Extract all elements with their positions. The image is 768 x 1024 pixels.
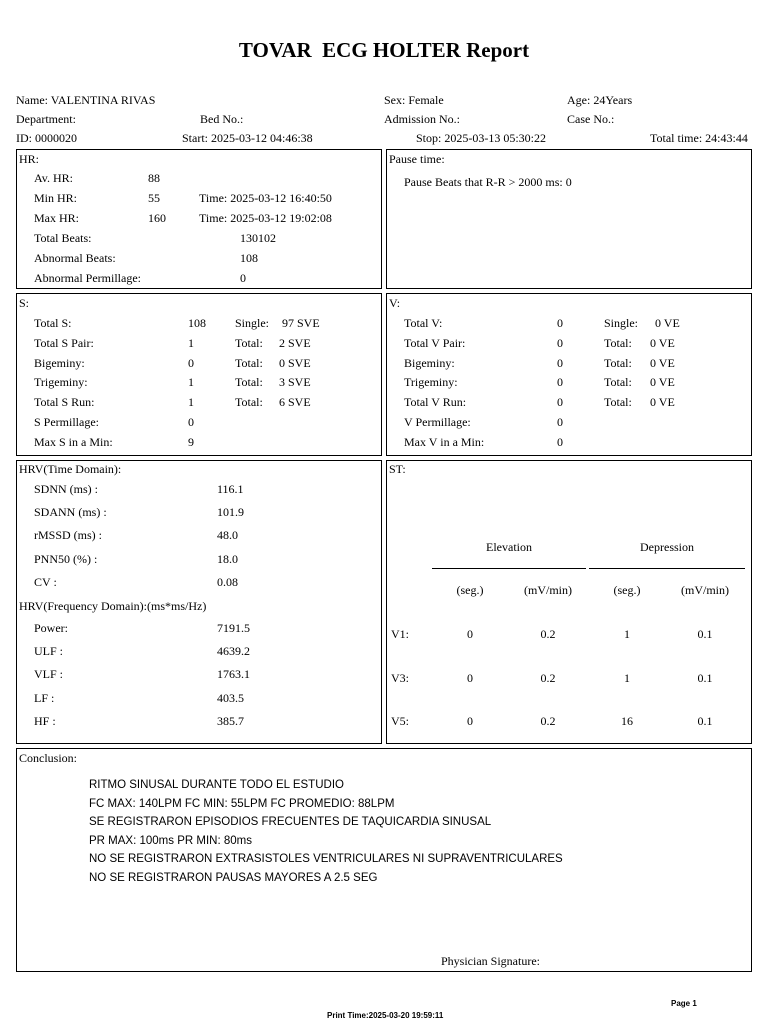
v-row-value: 0 <box>557 395 563 410</box>
max-hr-label: Max HR: <box>34 211 79 225</box>
sex-label: Sex: <box>384 93 406 107</box>
v-row-value: 0 <box>557 434 563 449</box>
s-header: S: <box>19 296 30 310</box>
st-dep-seg: 16 <box>621 714 633 728</box>
s-row-label: Total S Run: <box>34 395 95 410</box>
page-number: Page 1 <box>671 999 697 1008</box>
st-elevation-label: Elevation <box>486 540 532 554</box>
age-field <box>567 93 632 107</box>
conclusion-line: RITMO SINUSAL DURANTE TODO EL ESTUDIO <box>89 779 344 791</box>
hrv-freq-value: 1763.1 <box>217 667 250 682</box>
sex-field <box>384 93 444 107</box>
abnormal-permillage-value: 0 <box>240 271 246 285</box>
st-elev-seg-header: (seg.) <box>456 583 484 597</box>
conclusion-line: PR MAX: 100ms PR MIN: 80ms <box>89 834 252 847</box>
department-field <box>16 112 76 126</box>
st-dep-seg-header: (seg.) <box>613 583 641 597</box>
department-label: Department: <box>16 112 76 126</box>
name-label: Name: <box>16 93 48 107</box>
hrv-time-label: PNN50 (%) : <box>34 551 98 566</box>
v-row-label: Total V: <box>404 316 443 330</box>
st-lead-label: V3: <box>391 670 409 685</box>
v-row-label: V Permillage: <box>404 415 471 429</box>
hrv-time-value: 48.0 <box>217 528 238 543</box>
hrv-time-header: HRV(Time Domain): <box>19 462 122 476</box>
v-row-sub-value: 0 VE <box>650 355 675 370</box>
v-row-sub-label: Total: <box>604 355 632 370</box>
s-row-label: Trigeminy: <box>34 375 88 390</box>
st-lead-label: V5: <box>391 714 409 728</box>
v-row-sub-value: 0 VE <box>650 335 675 350</box>
s-row-label: Max S in a Min: <box>34 434 113 449</box>
patient-age: 24Years <box>593 93 633 107</box>
s-row-sub-label: Single: <box>235 316 270 330</box>
st-section <box>386 460 752 744</box>
st-depression-rule <box>589 568 745 569</box>
v-row-value: 0 <box>557 316 563 330</box>
v-row-label: Max V in a Min: <box>404 434 485 449</box>
s-row-sub-value: 2 SVE <box>279 335 311 350</box>
s-row-sub-label: Total: <box>235 395 263 410</box>
s-row-sub-value: 3 SVE <box>279 375 311 390</box>
report-title: TOVAR ECG HOLTER Report <box>238 38 530 62</box>
s-row-sub-value: 6 SVE <box>279 395 311 410</box>
v-row-value: 0 <box>557 375 563 390</box>
admission-field <box>384 112 460 126</box>
admission-label: Admission No.: <box>384 112 461 126</box>
total-beats-value: 130102 <box>240 231 276 245</box>
s-row-value: 9 <box>188 434 194 449</box>
st-dep-seg: 1 <box>624 627 630 641</box>
s-row-label: Bigeminy: <box>34 355 85 370</box>
patient-id: 0000020 <box>35 131 77 145</box>
st-elev-seg: 0 <box>467 670 473 685</box>
v-row-sub-label: Total: <box>604 335 632 350</box>
hrv-freq-label: Power: <box>34 621 68 635</box>
st-elev-mv-header: (mV/min) <box>524 583 572 597</box>
hrv-freq-value: 403.5 <box>217 690 244 705</box>
v-row-value: 0 <box>557 355 563 370</box>
patient-name: VALENTINA RIVAS <box>50 93 156 107</box>
v-row-value: 0 <box>557 415 563 429</box>
st-elevation-rule <box>432 568 586 569</box>
hrv-time-value: 18.0 <box>217 551 238 566</box>
stop-field <box>416 131 546 145</box>
s-row-value: 0 <box>188 415 194 429</box>
s-row-value: 108 <box>188 316 206 330</box>
stop-time: 2025-03-13 05:30:22 <box>444 131 547 145</box>
physician-signature-label: Physician Signature: <box>441 954 540 968</box>
print-time: Print Time:2025-03-20 19:59:11 <box>327 1011 444 1020</box>
st-dep-mv: 0.1 <box>697 627 713 641</box>
v-row-label: Trigeminy: <box>404 375 458 390</box>
s-row-sub-label: Total: <box>235 335 263 350</box>
v-row-sub-label: Total: <box>604 395 632 410</box>
st-header: ST: <box>389 462 406 476</box>
st-dep-mv-header: (mV/min) <box>681 583 729 597</box>
case-label: Case No.: <box>567 112 615 126</box>
abnormal-beats-label: Abnormal Beats: <box>34 251 116 265</box>
hrv-time-label: CV : <box>34 574 57 589</box>
hr-header: HR: <box>19 152 40 166</box>
v-row-sub-value: 0 VE <box>650 375 675 390</box>
avg-hr-value: 88 <box>148 171 160 185</box>
total-time: 24:43:44 <box>705 131 748 145</box>
avg-hr-label: Av. HR: <box>34 171 73 185</box>
hrv-freq-value: 385.7 <box>217 713 244 728</box>
v-row-label: Total V Pair: <box>404 335 466 350</box>
pause-section <box>386 149 752 289</box>
min-hr-value: 55 <box>148 191 160 205</box>
v-header: V: <box>389 296 401 310</box>
st-elev-seg: 0 <box>467 714 473 728</box>
st-dep-seg: 1 <box>624 670 630 685</box>
st-elev-mv: 0.2 <box>540 670 556 685</box>
conclusion-header: Conclusion: <box>19 751 78 765</box>
s-row-label: Total S: <box>34 316 72 330</box>
min-hr-time <box>199 191 332 205</box>
id-label: ID: <box>16 131 32 145</box>
total-time-label: Total time: <box>650 131 703 145</box>
max-hr-value: 160 <box>148 211 166 225</box>
s-row-value: 1 <box>188 395 194 410</box>
start-label: Start: <box>182 131 208 145</box>
v-row-label: Bigeminy: <box>404 355 455 370</box>
start-time: 2025-03-12 04:46:38 <box>211 131 313 145</box>
st-elev-mv: 0.2 <box>540 627 556 641</box>
hrv-freq-value: 4639.2 <box>217 644 250 659</box>
conclusion-line: SE REGISTRARON EPISODIOS FRECUENTES DE TAQUICARDIA SINUSAL <box>89 816 492 829</box>
hrv-freq-label: VLF : <box>34 667 64 682</box>
v-row-sub-label: Total: <box>604 375 632 390</box>
hrv-freq-label: HF : <box>34 713 56 728</box>
name-field <box>16 93 155 107</box>
stop-label: Stop: <box>416 131 442 145</box>
s-row-sub-label: Total: <box>235 355 263 370</box>
min-time-label: Time: <box>199 191 228 205</box>
min-time-value: 2025-03-12 16:40:50 <box>230 191 332 205</box>
abnormal-permillage-label: Abnormal Permillage: <box>34 271 141 285</box>
s-row-sub-label: Total: <box>235 375 263 390</box>
hrv-freq-value: 7191.5 <box>217 621 250 635</box>
conclusion-line: FC MAX: 140LPM FC MIN: 55LPM FC PROMEDIO: 88LPM <box>89 797 395 810</box>
s-row-label: S Permillage: <box>34 415 99 429</box>
max-time-label: Time: <box>199 211 228 225</box>
v-row-label: Total V Run: <box>404 395 467 410</box>
case-field <box>567 112 614 126</box>
st-elev-mv: 0.2 <box>540 714 556 728</box>
pause-text: Pause Beats that R-R > 2000 ms: 0 <box>404 175 572 189</box>
hrv-freq-header: HRV(Frequency Domain):(ms*ms/Hz) <box>19 599 207 613</box>
hrv-time-label: SDNN (ms) : <box>34 482 99 496</box>
total-beats-label: Total Beats: <box>34 231 92 245</box>
hrv-freq-label: ULF : <box>34 644 64 659</box>
st-dep-mv: 0.1 <box>697 670 713 685</box>
max-hr-time <box>199 211 332 225</box>
hrv-time-value: 0.08 <box>217 574 238 589</box>
age-label: Age: <box>567 93 591 107</box>
st-lead-label: V1: <box>391 627 409 641</box>
conclusion-line: NO SE REGISTRARON EXTRASISTOLES VENTRICULARES NI SUPRAVENTRICULARES <box>89 853 563 866</box>
pause-header: Pause time: <box>389 152 445 166</box>
bed-field <box>200 112 243 126</box>
v-row-sub-value: 0 VE <box>655 316 680 330</box>
hrv-time-value: 101.9 <box>217 505 244 520</box>
patient-sex: Female <box>408 93 444 107</box>
total-time-field <box>650 131 748 145</box>
s-row-value: 0 <box>188 355 194 370</box>
max-time-value: 2025-03-12 19:02:08 <box>230 211 332 225</box>
s-row-sub-value: 0 SVE <box>279 355 311 370</box>
v-row-value: 0 <box>557 335 563 350</box>
hrv-freq-label: LF : <box>34 690 55 705</box>
bed-label: Bed No.: <box>200 112 244 126</box>
s-row-sub-value: 97 SVE <box>282 316 320 330</box>
hrv-time-value: 116.1 <box>217 482 244 496</box>
hrv-time-label: SDANN (ms) : <box>34 505 107 520</box>
s-row-value: 1 <box>188 335 194 350</box>
v-row-sub-label: Single: <box>604 316 639 330</box>
v-row-sub-value: 0 VE <box>650 395 675 410</box>
min-hr-label: Min HR: <box>34 191 78 205</box>
s-row-value: 1 <box>188 375 194 390</box>
abnormal-beats-value: 108 <box>240 251 258 265</box>
st-depression-label: Depression <box>640 540 694 554</box>
st-elev-seg: 0 <box>467 627 473 641</box>
s-row-label: Total S Pair: <box>34 335 94 350</box>
hrv-time-label: rMSSD (ms) : <box>34 528 103 543</box>
start-field <box>182 131 313 145</box>
conclusion-line: NO SE REGISTRARON PAUSAS MAYORES A 2.5 SEG <box>89 872 378 884</box>
st-dep-mv: 0.1 <box>697 714 713 728</box>
id-field <box>16 131 77 145</box>
